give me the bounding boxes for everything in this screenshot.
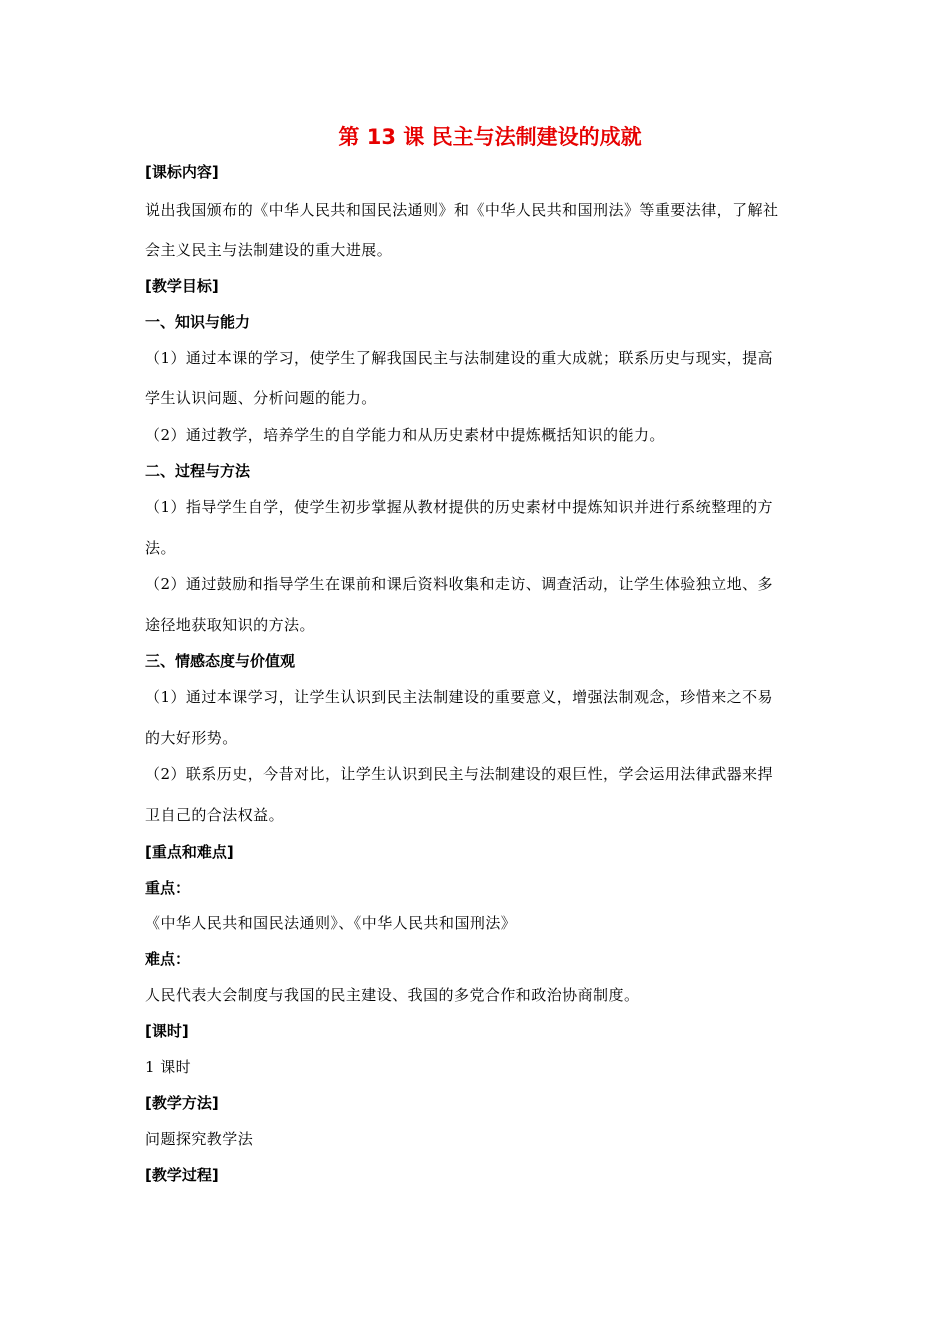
emotion-heading: 三、情感态度与价值观 <box>145 652 296 670</box>
process-item-1-line-1: （1）指导学生自学，使学生初步掌握从教材提供的历史素材中提炼知识并进行系统整理的方 <box>145 498 773 516</box>
process-heading: 二、过程与方法 <box>145 462 251 480</box>
key-label: 重点： <box>145 879 191 897</box>
key-text: 《中华人民共和国民法通则》、《中华人民共和国刑法》 <box>145 914 517 932</box>
period-text: 1 课时 <box>145 1058 192 1076</box>
process-item-2-line-2: 途径地获取知识的方法。 <box>145 616 315 634</box>
knowledge-item-1-line-1: （1）通过本课的学习，使学生了解我国民主与法制建设的重大成就；联系历史与现实，提高 <box>145 349 773 367</box>
goals-heading: [教学目标] <box>145 277 219 295</box>
emotion-item-2-line-1: （2）联系历史，今昔对比，让学生认识到民主与法制建设的艰巨性，学会运用法律武器来捍 <box>145 765 773 783</box>
knowledge-heading: 一、知识与能力 <box>145 313 251 331</box>
teaching-process-heading: [教学过程] <box>145 1166 219 1184</box>
difficult-text: 人民代表大会制度与我国的民主建设、我国的多党合作和政治协商制度。 <box>145 986 640 1004</box>
curriculum-heading: [课标内容] <box>145 163 219 181</box>
process-item-1-line-2: 法。 <box>145 539 176 557</box>
knowledge-item-1-line-2: 学生认识问题、分析问题的能力。 <box>145 389 377 407</box>
method-text: 问题探究教学法 <box>145 1130 254 1148</box>
knowledge-item-2: （2）通过教学，培养学生的自学能力和从历史素材中提炼概括知识的能力。 <box>145 426 665 444</box>
page-title: 第 13 课 民主与法制建设的成就 <box>338 125 642 149</box>
key-difficult-heading: [重点和难点] <box>145 843 234 861</box>
method-heading: [教学方法] <box>145 1094 219 1112</box>
difficult-label: 难点： <box>145 950 191 968</box>
process-item-2-line-1: （2）通过鼓励和指导学生在课前和课后资料收集和走访、调查活动，让学生体验独立地、多 <box>145 575 773 593</box>
period-heading: [课时] <box>145 1022 189 1040</box>
emotion-item-2-line-2: 卫自己的合法权益。 <box>145 806 285 824</box>
emotion-item-1-line-2: 的大好形势。 <box>145 729 238 747</box>
curriculum-text-line-1: 说出我国颁布的《中华人民共和国民法通则》和《中华人民共和国刑法》等重要法律，了解社 <box>145 201 779 219</box>
emotion-item-1-line-1: （1）通过本课学习，让学生认识到民主法制建设的重要意义，增强法制观念，珍惜来之不易 <box>145 688 773 706</box>
curriculum-text-line-2: 会主义民主与法制建设的重大进展。 <box>145 241 393 259</box>
